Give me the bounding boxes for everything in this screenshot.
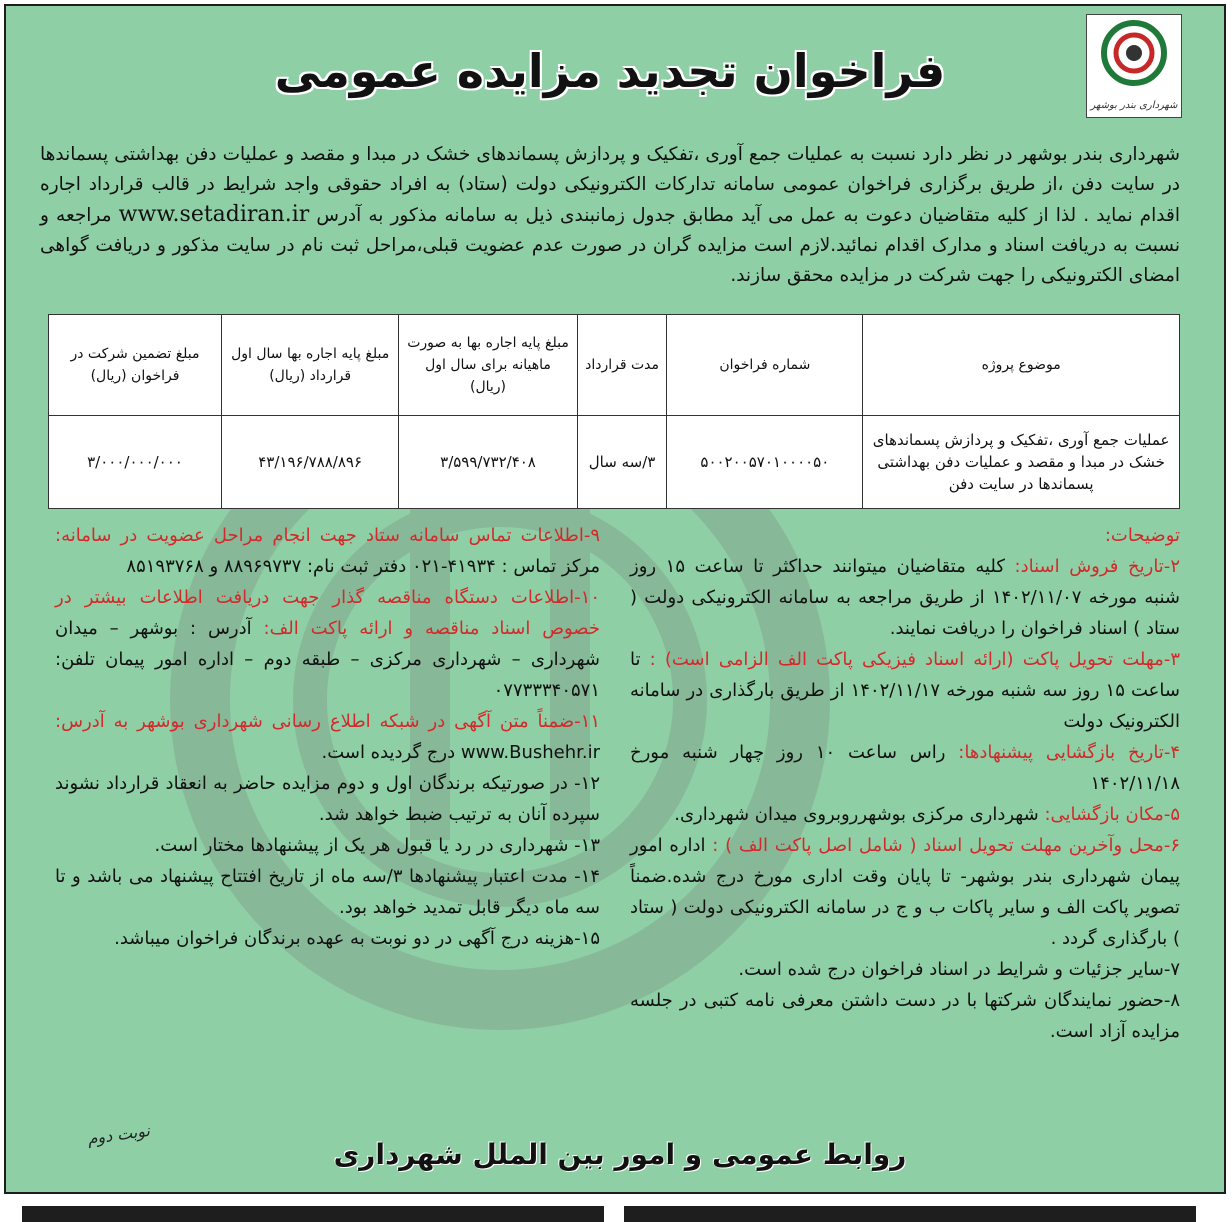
note-item-13: ۱۳- شهرداری در رد یا قبول هر یک از پیشنهادها مختار است. [154,835,600,856]
note-item-6: ۶-محل وآخرین مهلت تحویل اسناد ( شامل اصل پاکت الف ) : اداره امور پیمان شهرداری بندر بوشهر- تا پایان وقت اداری مورخ درج شده.ضمناً تصویر پاکت الف و سایر پاکات ب و ج در سامانه الکترونیکی دولت ( ستاد ) بارگذاری گردد . [630,835,1180,949]
note-item-14: ۱۴- مدت اعتبار پیشنهادها ۳/سه ماه از تاریخ افتتاح پیشنهاد می باشد و تا سه ماه دیگر قابل تمدید خواهد بود. [55,866,600,918]
header-contract-duration: مدت قرارداد [577,315,667,416]
cell-guarantee: ۳/۰۰۰/۰۰۰/۰۰۰ [49,416,222,509]
cell-project-subject: عملیات جمع آوری ،تفکیک و پردازش پسماندهای خشک در مبدا و مقصد و عملیات دفن بهداشتی پسماندها در سایت دفن [863,416,1180,509]
tender-table [48,314,1180,509]
page-title: فراخوان تجدید مزایده عمومی [274,44,946,98]
handwritten-note: نوبت دوم [86,1120,151,1149]
setadiran-link[interactable]: www.setadiran.ir [118,202,310,227]
note-item-11: ۱۱-ضمناً متن آگهی در شبکه اطلاع رسانی شهرداری بوشهر به آدرس: www.Bushehr.ir درج گردیده است. [55,711,600,763]
note-item-15: ۱۵-هزینه درج آگهی در دو نوبت به عهده برندگان فراخوان میباشد. [114,928,600,949]
intro-paragraph [40,140,1180,308]
header-call-number: شماره فراخوان [667,315,863,416]
cell-call-number: ۵۰۰۲۰۰۵۷۰۱۰۰۰۰۵۰ [667,416,863,509]
notes-right-column [630,520,1180,1047]
note-item-2: ۲-تاریخ فروش اسناد: کلیه متقاضیان میتوانند حداکثر تا ساعت ۱۵ روز شنبه مورخه ۱۴۰۲/۱۱/۰۷ از طریق مراجعه به سامانه الکترونیکی دولت ( ستاد ) اسناد فراخوان را دریافت نمایند. [630,556,1180,639]
note-item-12: ۱۲- در صورتیکه برندگان اول و دوم مزایده حاضر به انعقاد قرارداد نشوند سپرده آنان به ترتیب ضبط خواهد شد. [55,773,600,825]
note-item-7: ۷-سایر جزئیات و شرایط در اسناد فراخوان درج شده است. [738,959,1180,980]
bottom-bar-right [624,1206,1196,1222]
note-item-9: ۹-اطلاعات تماس سامانه ستاد جهت انجام مراحل عضویت در سامانه: مرکز تماس : ۴۱۹۳۴-۰۲۱ دفتر ثبت نام: ۸۸۹۶۹۷۳۷ و ۸۵۱۹۳۷۶۸ [55,525,600,577]
municipality-logo [1086,14,1182,118]
header-project-subject: موضوع پروژه [863,315,1180,416]
note-item-8: ۸-حضور نمایندگان شرکتها با در دست داشتن معرفی نامه کتبی در جلسه مزایده آزاد است. [630,990,1180,1042]
note-item-5: ۵-مکان بازگشایی: شهرداری مرکزی بوشهرروبروی میدان شهرداری. [674,804,1180,825]
municipality-emblem-icon [1087,15,1181,95]
table-row [49,416,1180,509]
header-yearly-rent: مبلغ پایه اجاره بها سال اول قرارداد (ریال) [222,315,399,416]
header-monthly-rent: مبلغ پایه اجاره بها به صورت ماهیانه برای سال اول (ریال) [399,315,577,416]
cell-monthly-rent: ۳/۵۹۹/۷۳۲/۴۰۸ [399,416,577,509]
footer-title: روابط عمومی و امور بین الملل شهرداری [333,1138,907,1171]
note-item-10: ۱۰-اطلاعات دستگاه مناقصه گذار جهت دریافت اطلاعات بیشتر در خصوص اسناد مناقصه و ارائه پاکت الف: آدرس : بوشهر – میدان شهرداری – شهرداری مرکزی – طبقه دوم – اداره امور پیمان تلفن: ۰۷۷۳۳۳۴۰۵۷۱ [55,587,600,701]
intro-text-before: شهرداری بندر بوشهر در نظر دارد نسبت به عملیات جمع آوری ،تفکیک و پردازش پسماندهای خشک در مبدا و مقصد و عملیات دفن بهداشتی پسماندها در سایت دفن ،از طریق برگزاری فراخوان عمومی سامانه تدارکات الکترونیکی دولت (ستاد) به افراد حقوقی واجد شرایط در قالب قرارداد اجاره اقدام نماید . لذا از کلیه متقاضیان دعوت به عمل می آید مطابق جدول زمانبندی ذیل به سامانه مذکور به آدرس [40,144,1180,226]
note-item-3: ۳-مهلت تحویل پاکت (ارائه اسناد فیزیکی پاکت الف الزامی است) : تا ساعت ۱۵ روز سه شنبه مورخه ۱۴۰۲/۱۱/۱۷ از طریق بارگذاری در سامانه الکترونیک دولت [630,649,1180,732]
header-guarantee: مبلغ تضمین شرکت در فراخوان (ریال) [49,315,222,416]
bottom-bar-left [22,1206,604,1222]
note-item-4: ۴-تاریخ بازگشایی پیشنهادها: راس ساعت ۱۰ روز چهار شنبه مورخ ۱۴۰۲/۱۱/۱۸ [630,742,1180,794]
intro-text-after: مراجعه و نسبت به دریافت اسناد و مدارک اقدام نمائید.لازم است مزایده گران در صورت عدم عضویت قبلی،مراحل ثبت نام در سایت مذکور و دریافت گواهی امضای الکترونیکی را جهت شرکت در مزایده محقق سازند. [40,205,1180,286]
logo-caption: شهرداری بندر بوشهر [1090,100,1178,111]
notes-left-column [55,520,600,954]
cell-contract-duration: ۳/سه سال [577,416,667,509]
table-header-row [49,315,1180,416]
notes-title: توضیحات: [1104,525,1180,546]
cell-yearly-rent: ۴۳/۱۹۶/۷۸۸/۸۹۶ [222,416,399,509]
